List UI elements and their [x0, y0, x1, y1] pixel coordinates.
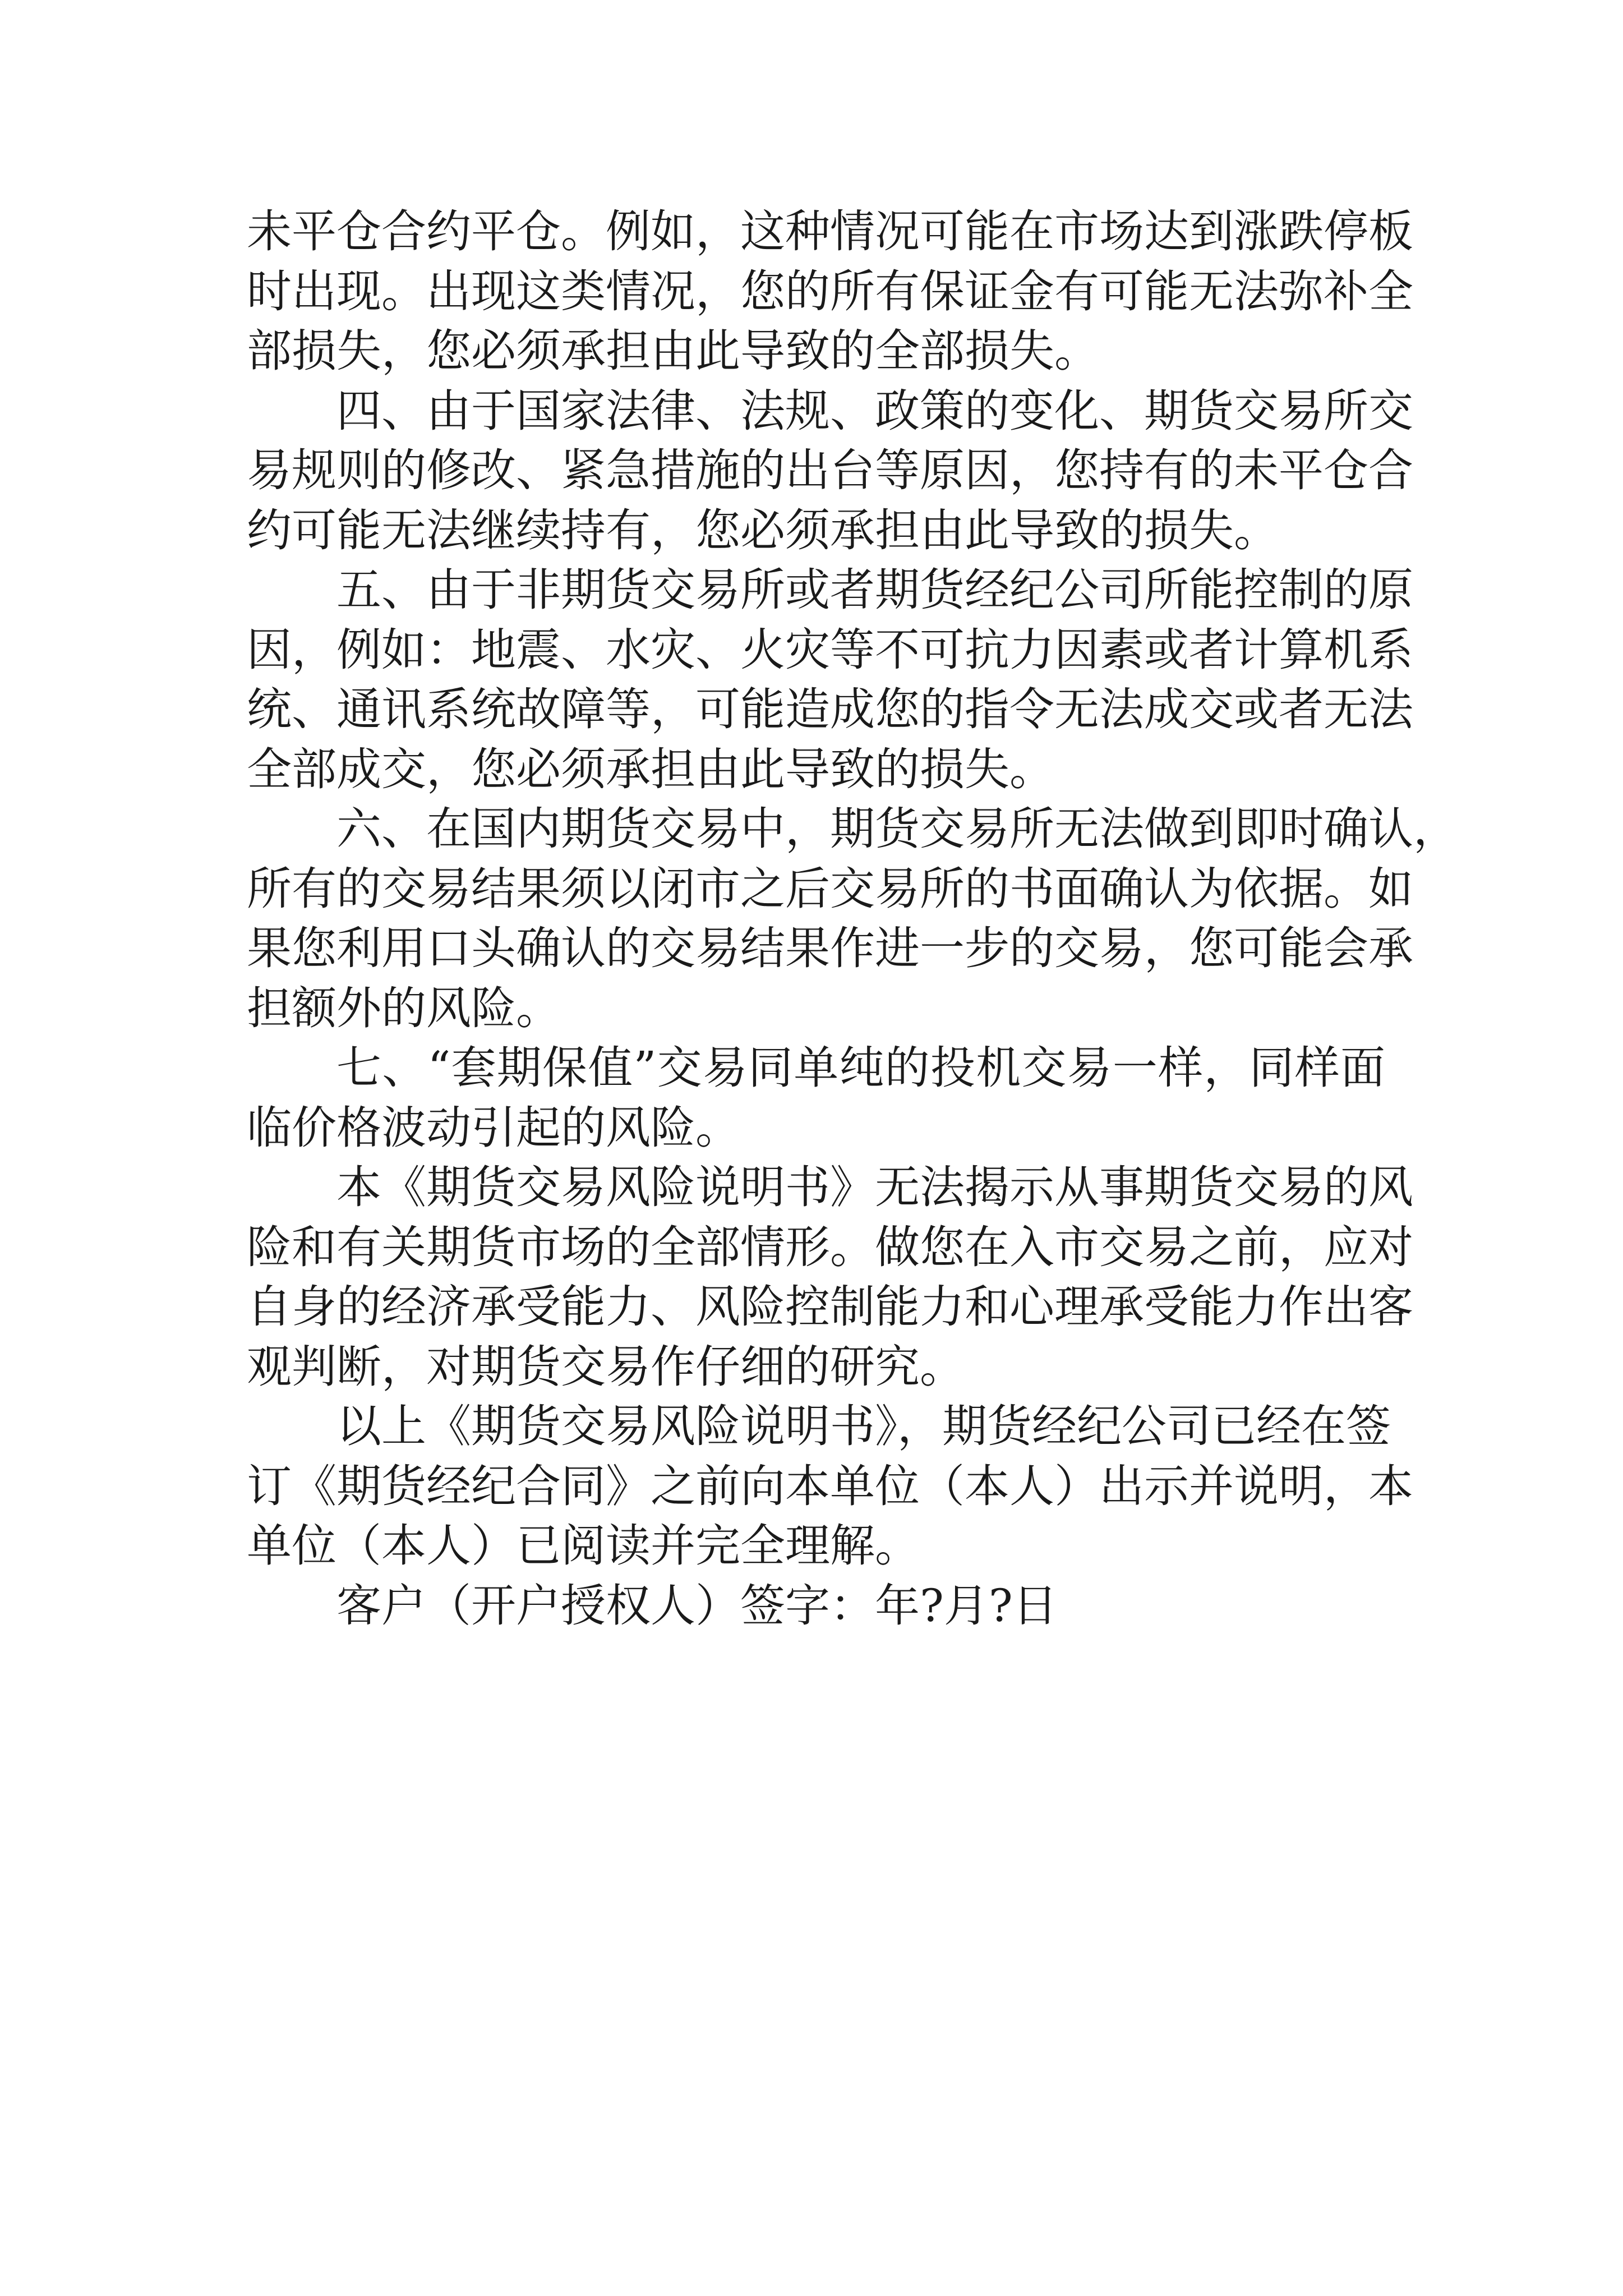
text-line: 自身的经济承受能力、风险控制能力和心理承受能力作出客	[247, 1281, 1413, 1333]
document-body	[247, 202, 1458, 1636]
text-line: 订《期货经纪合同》之前向本单位（本人）出示并说明，本	[247, 1460, 1413, 1512]
text-line: 全部成交，您必须承担由此导致的损失。	[247, 743, 1054, 795]
text-line: 四、由于国家法律、法规、政策的变化、期货交易所交	[336, 384, 1413, 437]
text-line: 本《期货交易风险说明书》无法揭示从事期货交易的风	[336, 1161, 1413, 1213]
paragraph-p-8	[247, 1158, 1413, 1397]
text-line: 单位（本人）已阅读并完全理解。	[247, 1520, 920, 1572]
text-line: 临价格波动引起的风险。	[247, 1101, 740, 1154]
text-line: 五、由于非期货交易所或者期货经纪公司所能控制的原	[336, 564, 1413, 616]
text-line: 易规则的修改、紧急措施的出台等原因，您持有的未平仓合	[247, 444, 1413, 496]
text-line: 担额外的风险。	[247, 982, 561, 1034]
paragraph-p-continued	[247, 202, 1413, 381]
paragraph-p-signature	[247, 1576, 1385, 1636]
text-line: 七、“套期保值”交易同单纯的投机交易一样，同样面	[336, 1042, 1385, 1094]
text-line: 险和有关期货市场的全部情形。做您在入市交易之前，应对	[247, 1221, 1413, 1273]
paragraph-p-9	[247, 1397, 1413, 1576]
text-line: 约可能无法继续持有，您必须承担由此导致的损失。	[247, 504, 1279, 556]
paragraph-p-7	[247, 1038, 1385, 1158]
text-line: 以上《期货交易风险说明书》，期货经纪公司已经在签	[336, 1400, 1391, 1452]
text-line: 观判断，对期货交易作仔细的研究。	[247, 1340, 965, 1393]
paragraph-p-5	[247, 560, 1413, 799]
text-line: 果您利用口头确认的交易结果作进一步的交易，您可能会承	[247, 922, 1413, 974]
text-line: 统、通讯系统故障等，可能造成您的指令无法成交或者无法	[247, 683, 1413, 735]
paragraph-p-6	[247, 799, 1458, 1038]
text-line: 所有的交易结果须以闭市之后交易所的书面确认为依据。如	[247, 862, 1413, 915]
paragraph-p-4	[247, 381, 1413, 561]
text-line: 因，例如：地震、水灾、火灾等不可抗力因素或者计算机系	[247, 623, 1413, 676]
text-line: 部损失，您必须承担由此导致的全部损失。	[247, 325, 1099, 377]
text-line: 客户（开户授权人）签字：年?月?日	[336, 1579, 1058, 1632]
text-line: 未平仓合约平仓。例如，这种情况可能在市场达到涨跌停板	[247, 205, 1413, 257]
text-line: 六、在国内期货交易中，期货交易所无法做到即时确认，	[336, 803, 1458, 855]
text-line: 时出现。出现这类情况，您的所有保证金有可能无法弥补全	[247, 265, 1413, 318]
